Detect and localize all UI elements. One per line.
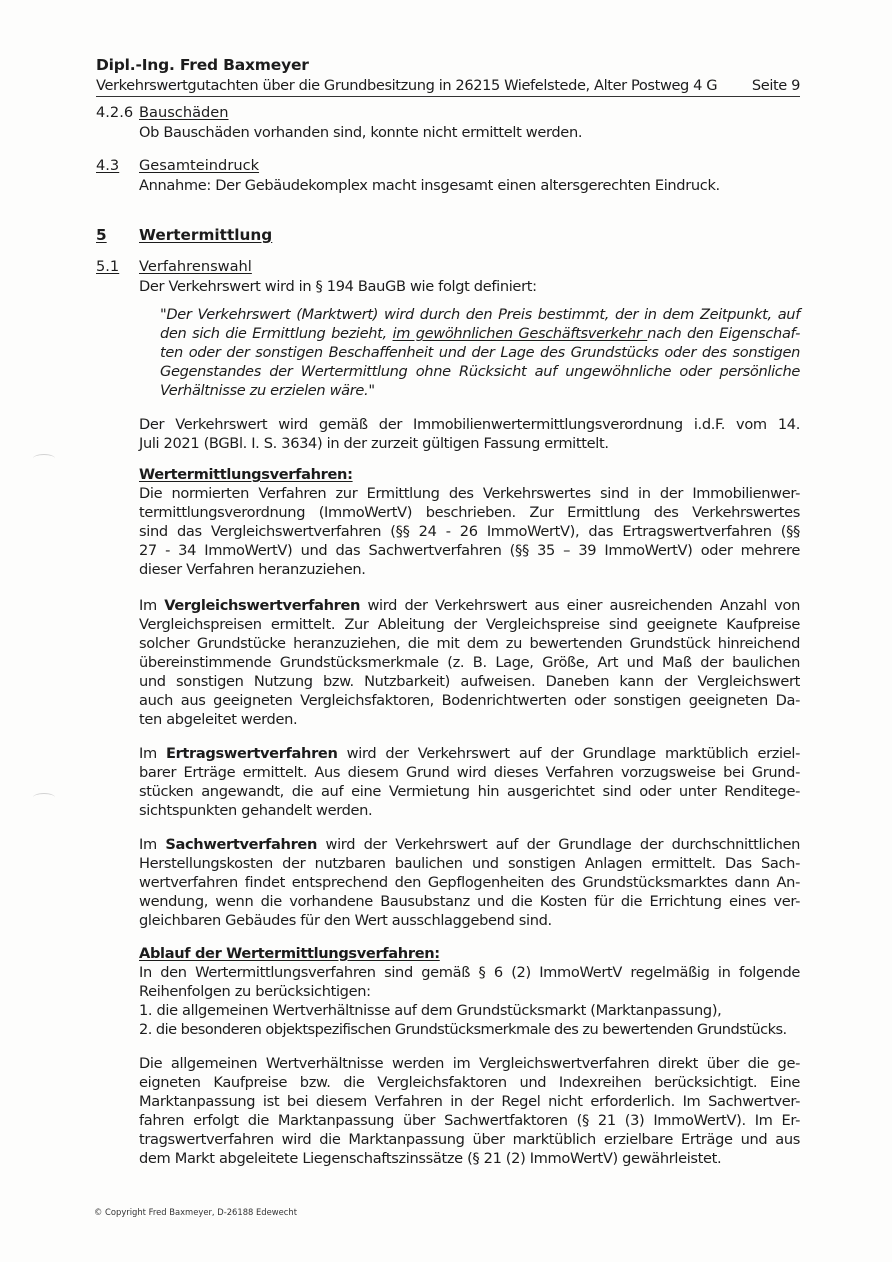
- paragraph-line: Juli 2021 (BGBl. I. S. 3634) in der zurzeit gültigen Fassung ermittelt.: [139, 435, 609, 452]
- text: Im: [139, 745, 166, 762]
- paragraph-line: Die allgemeinen Wertverhältnisse werden im Vergleichswertverfahren direkt über die ge-: [139, 1055, 800, 1072]
- quote-text: nach den Eigenschaf-: [647, 325, 800, 342]
- paragraph-line: auch aus geeigneten Vergleichsfaktoren, Bodenrichtwerten oder sonstigen geeigneten Da-: [139, 692, 800, 709]
- header-rule: [96, 96, 800, 97]
- copyright-footer: © Copyright Fred Baxmeyer, D-26188 Edewecht: [94, 1207, 297, 1217]
- paragraph-line: Der Verkehrswert wird gemäß der Immobilienwertermittlungsverordnung i.d.F. vom 14.: [139, 416, 800, 433]
- quote-line: Gegenstandes der Wertermittlung ohne Rücksicht auf ungewöhnliche oder persönliche: [160, 363, 800, 380]
- text: Im: [139, 597, 165, 614]
- paragraph-line: wendung, wenn die vorhandene Bausubstanz und die Kosten für die Errichtung eines ver-: [139, 893, 800, 910]
- punch-hole-mark: [33, 454, 55, 463]
- paragraph-line: sind das Vergleichswertverfahren (§§ 24 - 26 ImmoWertV), das Ertragswertverfahren (§§: [139, 523, 800, 540]
- page-number: Seite 9: [751, 77, 800, 94]
- text: wird der Verkehrswert auf der Grundlage der durchschnittlichen: [317, 836, 801, 853]
- paragraph-line: fahren erfolgt die Marktanpassung über Sachwertfaktoren (§ 21 (3) ImmoWertV). Im Er-: [139, 1112, 800, 1129]
- quote-line: ten oder der sonstigen Beschaffenheit und der Lage des Grundstücks oder des sonstigen: [160, 344, 800, 361]
- author-name: Dipl.-Ing. Fred Baxmeyer: [96, 56, 309, 74]
- section-title-bauschaeden: Bauschäden: [139, 104, 229, 121]
- paragraph-line: Marktanpassung ist bei diesem Verfahren in der Regel nicht erforderlich. Im Sachwertver-: [139, 1093, 800, 1110]
- paragraph-line: übereinstimmende Grundstücksmerkmale (z. B. Lage, Größe, Art und Maß der baulichen: [139, 654, 800, 671]
- paragraph-line: 27 - 34 ImmoWertV) und das Sachwertverfahren (§§ 35 – 39 ImmoWertV) oder mehrere: [139, 542, 800, 559]
- paragraph-line: termittlungsverordnung (ImmoWertV) beschrieben. Zur Ermittlung des Verkehrswertes: [139, 504, 800, 521]
- section-intro: Der Verkehrswert wird in § 194 BauGB wie folgt definiert:: [139, 278, 537, 295]
- quote-line: [160, 324, 800, 343]
- paragraph-line: Herstellungskosten der nutzbaren baulichen und sonstigen Anlagen ermittelt. Das Sach-: [139, 855, 800, 872]
- paragraph-line: [139, 744, 800, 763]
- chapter-title-wertermittlung: Wertermittlung: [139, 226, 273, 244]
- term-ertragswertverfahren: Ertragswertverfahren: [165, 745, 338, 762]
- paragraph-line: wertverfahren findet entsprechend den Gepflogenheiten des Grundstücksmarktes dann An-: [139, 874, 800, 891]
- paragraph-line: [139, 835, 800, 854]
- paragraph-line: eigneten Kaufpreise bzw. die Vergleichsfaktoren und Indexreihen berücksichtigt. Eine: [139, 1074, 800, 1091]
- paragraph-line: [139, 596, 800, 615]
- term-sachwertverfahren: Sachwertverfahren: [165, 836, 318, 853]
- paragraph-line: ten abgeleitet werden.: [139, 711, 298, 728]
- paragraph-line: solcher Grundstücke heranzuziehen, die mit dem zu bewertenden Grundstück hinreichend: [139, 635, 800, 652]
- paragraph-line: Die normierten Verfahren zur Ermittlung des Verkehrswertes sind in der Immobilienwer-: [139, 485, 800, 502]
- section-number: 4.2.6: [96, 104, 134, 121]
- subtitle-text: Verkehrswertgutachten über die Grundbesitzung in 26215 Wiefelstede, Alter Postweg 4 G: [96, 77, 718, 94]
- text: wird der Verkehrswert auf der Grundlage marktüblich erziel-: [337, 745, 801, 762]
- section-text-bauschaeden: Ob Bauschäden vorhanden sind, konnte nicht ermittelt werden.: [139, 124, 583, 141]
- subheading-ablauf: Ablauf der Wertermittlungsverfahren:: [139, 945, 440, 962]
- paragraph-line: barer Erträge ermittelt. Aus diesem Grund wird dieses Verfahren vorzugsweise bei Grund-: [139, 764, 800, 781]
- text: Im: [139, 836, 166, 853]
- paragraph-line: sichtspunkten gehandelt werden.: [139, 802, 373, 819]
- paragraph-line: und sonstigen Nutzung bzw. Nutzbarkeit) aufweisen. Daneben kann der Vergleichswert: [139, 673, 800, 690]
- section-number: 5.1: [96, 258, 120, 275]
- subheading-wertermittlungsverfahren: Wertermittlungsverfahren:: [139, 466, 353, 483]
- paragraph-line: dem Markt abgeleitete Liegenschaftszinssätze (§ 21 (2) ImmoWertV) gewährleistet.: [139, 1150, 722, 1167]
- document-subtitle: [96, 77, 800, 94]
- quote-line: Verhältnisse zu erzielen wäre.": [160, 382, 375, 399]
- paragraph-line: In den Wertermittlungsverfahren sind gemäß § 6 (2) ImmoWertV regelmäßig in folgende: [139, 964, 800, 981]
- paragraph-line: tragswertverfahren wird die Marktanpassung über marktüblich erzielbare Erträge und aus: [139, 1131, 800, 1148]
- paragraph-line: dieser Verfahren heranzuziehen.: [139, 561, 366, 578]
- section-number: 4.3: [96, 157, 120, 174]
- term-vergleichswertverfahren: Vergleichswertverfahren: [164, 597, 361, 614]
- paragraph-line: gleichbaren Gebäudes für den Wert ausschlaggebend sind.: [139, 912, 552, 929]
- list-item: 1. die allgemeinen Wertverhältnisse auf dem Grundstücksmarkt (Marktanpassung),: [139, 1002, 722, 1019]
- quote-emphasis: im gewöhnlichen Geschäftsverkehr: [392, 325, 648, 342]
- paragraph-line: Reihenfolgen zu berücksichtigen:: [139, 983, 371, 1000]
- chapter-number: 5: [96, 226, 107, 244]
- list-item: 2. die besonderen objektspezifischen Grundstücksmerkmale des zu bewertenden Grundstücks.: [139, 1021, 787, 1038]
- paragraph-line: stücken angewandt, die auf eine Vermietung hin ausgerichtet sind oder unter Renditege-: [139, 783, 800, 800]
- section-title-verfahrenswahl: Verfahrenswahl: [139, 258, 252, 275]
- section-title-gesamteindruck: Gesamteindruck: [139, 157, 260, 174]
- quote-line: "Der Verkehrswert (Marktwert) wird durch den Preis bestimmt, der in dem Zeitpunkt, auf: [160, 306, 800, 323]
- paragraph-line: Vergleichspreisen ermittelt. Zur Ableitung der Vergleichspreise sind geeignete Kaufpreise: [139, 616, 800, 633]
- quote-text: den sich die Ermittlung bezieht,: [160, 325, 393, 342]
- punch-hole-mark: [33, 793, 55, 802]
- text: wird der Verkehrswert aus einer ausreichenden Anzahl von: [360, 597, 801, 614]
- section-text-gesamteindruck: Annahme: Der Gebäudekomplex macht insgesamt einen altersgerechten Eindruck.: [139, 177, 720, 194]
